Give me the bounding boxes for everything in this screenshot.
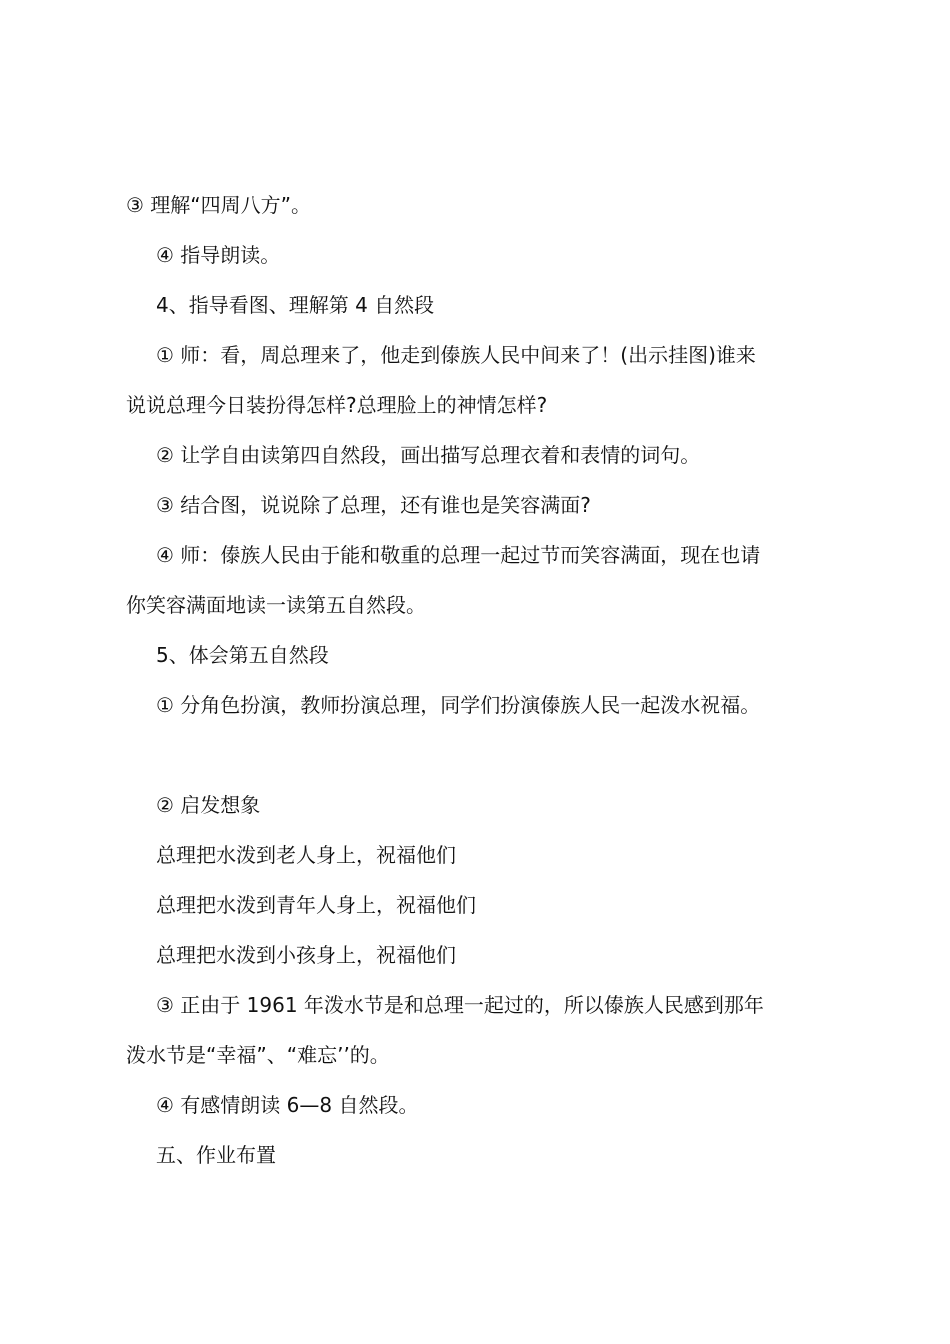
paragraph-line: ④ 有感情朗读 6—8 自然段。 xyxy=(156,1093,419,1117)
paragraph-line: 总理把水泼到青年人身上，祝福他们 xyxy=(156,893,476,917)
paragraph-line: ③ 正由于 1961 年泼水节是和总理一起过的，所以傣族人民感到那年 xyxy=(156,993,764,1017)
section-heading: 4、指导看图、理解第 4 自然段 xyxy=(156,293,435,317)
paragraph-line: ① 师：看，周总理来了，他走到傣族人民中间来了！(出示挂图)谁来 xyxy=(156,343,756,367)
paragraph-line: 说说总理今日装扮得怎样?总理脸上的神情怎样? xyxy=(126,393,548,417)
paragraph-line: ② 让学自由读第四自然段，画出描写总理衣着和表情的词句。 xyxy=(156,443,701,467)
paragraph-line: ④ 师：傣族人民由于能和敬重的总理一起过节而笑容满面，现在也请 xyxy=(156,543,761,567)
paragraph-line: 你笑容满面地读一读第五自然段。 xyxy=(126,593,426,617)
blank-line xyxy=(126,730,836,780)
paragraph-line: ① 分角色扮演，教师扮演总理，同学们扮演傣族人民一起泼水祝福。 xyxy=(156,693,761,717)
paragraph-line: 总理把水泼到老人身上，祝福他们 xyxy=(156,843,456,867)
section-heading: 5、体会第五自然段 xyxy=(156,643,329,667)
paragraph-line: 总理把水泼到小孩身上，祝福他们 xyxy=(156,943,456,967)
paragraph-line: ③ 结合图，说说除了总理，还有谁也是笑容满面? xyxy=(156,493,591,517)
document-body xyxy=(126,180,836,1180)
paragraph-line: ③ 理解“四周八方”。 xyxy=(126,193,312,217)
section-heading: 五、作业布置 xyxy=(156,1143,276,1167)
paragraph-line: ② 启发想象 xyxy=(156,793,261,817)
paragraph-line: ④ 指导朗读。 xyxy=(156,243,281,267)
paragraph-line: 泼水节是“幸福”、“难忘’’的。 xyxy=(126,1043,390,1067)
